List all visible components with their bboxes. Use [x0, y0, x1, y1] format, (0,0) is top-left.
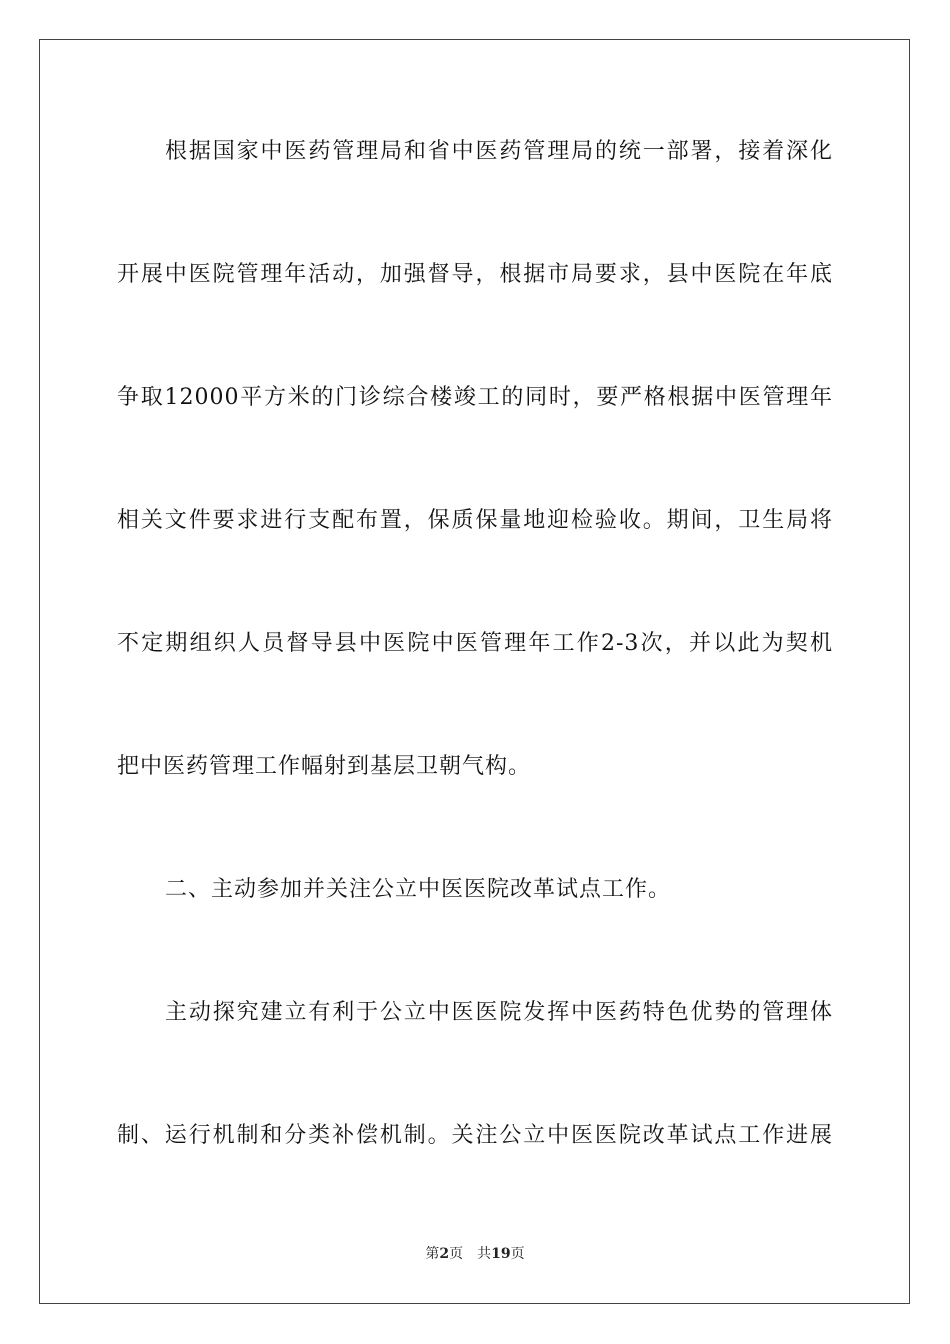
- paragraph-1-line-1: 根据国家中医药管理局和省中医药管理局的统一部署，接着深化: [165, 139, 833, 164]
- page-footer: [0, 1244, 950, 1264]
- paragraph-1-line-3: 争取12000平方米的门诊综合楼竣工的同时，要严格根据中医管理年: [117, 385, 833, 410]
- footer-total-suffix: 页: [510, 1246, 525, 1262]
- footer-page-prefix: 第: [425, 1246, 440, 1262]
- paragraph-1-line-2: 开展中医院管理年活动，加强督导，根据市局要求，县中医院在年底: [117, 262, 833, 287]
- paragraph-2-line-1: 主动探究建立有利于公立中医医院发挥中医药特色优势的管理体: [165, 1000, 833, 1025]
- section-heading-2: 二、主动参加并关注公立中医医院改革试点工作。: [165, 877, 672, 902]
- paragraph-1-line-6: 把中医药管理工作幅射到基层卫朝气构。: [117, 754, 532, 779]
- paragraph-1-line-4: 相关文件要求进行支配布置，保质保量地迎检验收。期间，卫生局将: [117, 508, 833, 533]
- footer-page-suffix: 页: [449, 1246, 464, 1262]
- paragraph-2-line-2: 制、运行机制和分类补偿机制。关注公立中医医院改革试点工作进展: [117, 1123, 833, 1148]
- page-frame: [39, 39, 910, 1304]
- paragraph-1-line-5: 不定期组织人员督导县中医院中医管理年工作2-3次，并以此为契机: [117, 631, 833, 656]
- footer-total-prefix: 共: [477, 1246, 492, 1262]
- footer-total-pages: 19: [491, 1246, 511, 1262]
- footer-page-number: 2: [439, 1246, 450, 1262]
